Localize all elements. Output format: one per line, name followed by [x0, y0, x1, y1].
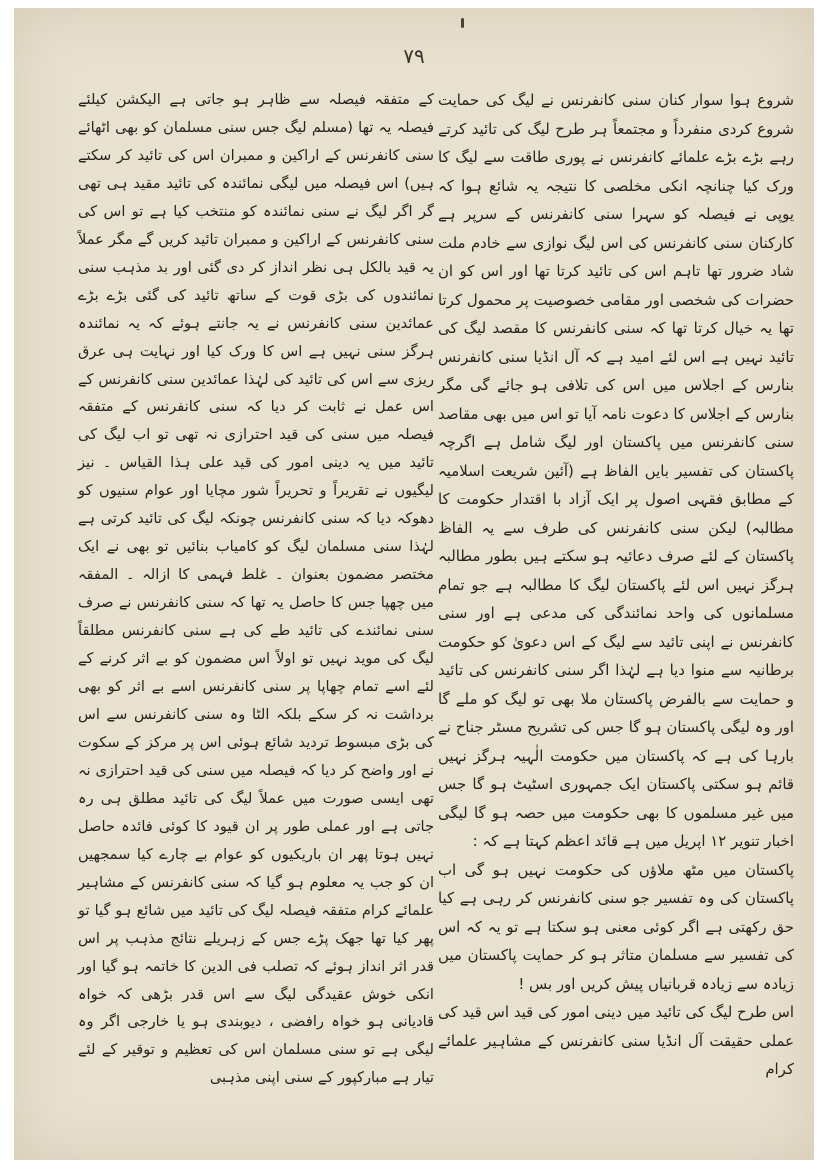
ink-mark — [461, 18, 464, 28]
paragraph: کے متفقہ فیصلہ سے ظاہر ہو جاتی ہے الیکشن کیلئے فیصلہ یہ تھا (مسلم لیگ جس سنی مسلمان کو بھی اٹھائے سنی کانفرنس کے اراکین و ممبران اس کی تائید کر سکتے ہیں) اس فیصلہ میں لیگی نمائندہ کی تائید مقید ہی تھی گر اگر لیگ نے سنی نمائندہ کو منتخب کیا ہے تو اس کی سنی کانفرنس کے اراکین و ممبران تائید کریں گے مگر عملاً یہ قید بالکل ہی نظر انداز کر دی گئی اور بد مذہب سنی نمائندوں کی بڑی قوت کے ساتھ تائید کی گئی بڑے بڑے عمائدین سنی کانفرنس نے یہ جانتے ہوئے کہ یہ نمائندہ ہرگز سنی نہیں ہے اس کا ورک کیا اور نہایت ہی عرق ریزی سے اس کی تائید کی لہٰذا عمائدین سنی کانفرنس کے اس عمل نے ثابت کر دیا کہ سنی کانفرنس کے متفقہ فیصلہ میں سنی کی قید احترازی نہ تھی تو اب لیگ کی تائید میں یہ دینی امور کی قید علی ہذا القیاس ۔ نیز لیگیوں نے تقریراً و تحریراً شور مچایا اور عوام سنیوں کو دھوکہ دیا کہ سنی کانفرنس چونکہ لیگ کی تائید کرتی ہے لہٰذا سنی مسلمان لیگ کو کامیاب بنائیں تو بھی نے ایک مختصر مضمون بعنوان ۔ غلط فہمی کا ازالہ ۔ المفقہ میں چھپا جس کا حاصل یہ تھا کہ سنی کانفرنس نے صرف سنی نمائندے کی تائید طے کی ہے سنی کانفرنس مطلقاً لیگ کی موید نہیں تو اولاً اس مضمون کو بے اثر کرنے کے لئے اسے تمام چھاپا پر سنی کانفرنس اسے بے اثر کو بھی برداشت نہ کر سکے بلکہ الٹا وہ سنی کانفرنس سے اس کی بڑی مبسوط تردید شائع ہوئی اس پر مرکز کے سکوت نے اور واضح کر دیا کہ فیصلہ میں سنی کی قید احترازی نہ تھی ایسی صورت میں عملاً لیگ کی تائید مطلق ہی رہ جاتی ہے اور عملی طور پر ان قیود کا کوئی فائدہ حاصل نہیں ہوتا پھر ان باریکیوں کو عوام بے چارے کیا سمجھیں ان کو جب یہ معلوم ہو گیا کہ سنی کانفرنس کے مشاہیر علمائے کرام متفقہ فیصلہ لیگ کی تائید میں شائع ہو گیا تو پھر کیا تھا جھک پڑے جس کے زہریلے نتائج مذہب پر اس قدر اثر انداز ہوئے کہ تصلب فی الدین کا خاتمہ ہو گیا اور انکی خوش عقیدگی لیگ سے اس قدر بڑھی کہ خواہ قادیانی ہو خواہ رافضی ، دیوبندی ہو یا خارجی اگر وہ لیگی ہے تو سنی مسلمان اس کی تعظیم و توقیر کے لئے تیار ہے مبارکپور کے سنی اپنی مذہبی — [78, 91, 434, 1087]
left-text-column — [78, 86, 434, 1092]
paragraph: شروع ہوا سوار کنان سنی کانفرنس نے لیگ کی حمایت شروع کردی منفرداً و مجتمعاً ہر طرح لیگ کی تائید کرتے رہے بڑے بڑے علمائے کانفرنس نے پوری طاقت سے لیگ کا ورک کیا چنانچہ انکی مخلصی کا نتیجہ یہ شائع ہوا کہ یوپی نے فیصلہ کو سہرا سنی کانفرنس کے سرپر ہے کارکنان سنی کانفرنس کی اس لیگ نوازی سے خادم ملت شاد ضرور تھا تاہم اس کی تائید کرتا تھا اور اس کو ان حضرات کی شخصی اور مقامی خصوصیت پر محمول کرتا تھا یہ خیال کرتا تھا کہ سنی کانفرنس کا مقصد لیگ کی تائید نہیں ہے اس لئے امید ہے کہ آل انڈیا سنی کانفرنس بنارس کے اجلاس میں اس کی تلافی ہو جائے گی مگر بنارس کے اجلاس کا دعوت نامہ آیا تو اس میں بھی مقاصد سنی کانفرنس میں پاکستان اور لیگ شامل ہے اگرچہ پاکستان کی تفسیر بایں الفاظ ہے (آئین شریعت اسلامیہ کے مطابق فقہی اصول پر ایک آزاد با اقتدار حکومت کا مطالبہ) لیکن سنی کانفرنس کی طرف سے یہ الفاظ پاکستان کے لئے صرف دعائیہ ہو سکتے ہیں بطور مطالبہ ہرگز نہیں اس لئے پاکستان لیگ کا مطالبہ ہے جو تمام مسلمانوں کی واحد نمائندگی کی مدعی ہے اور سنی کانفرنس نے اپنی تائید سے لیگ کے اس دعویٰ کو حکومت برطانیہ سے منوا دیا ہے لہٰذا اگر سنی کانفرنس کی تائید و حمایت سے بالفرض پاکستان ملا بھی تو لیگ کو ملے گا اور وہ لیگی پاکستان ہو گا جس کی تشریح مسٹر جناح نے بارہا کی ہے کہ پاکستان میں حکومت الٰہیہ ہرگز نہیں قائم ہو سکتی پاکستان ایک جمہوری اسٹیٹ ہو گا جس میں غیر مسلموں کا بھی حکومت میں حصہ ہو گا لیگی اخبار تنویر ۱۲ اپریل میں ہے قائد اعظم کہتا ہے کہ : — [438, 91, 794, 850]
paragraph: اس طرح لیگ کی تائید میں دینی امور کی قید اس قید کی عملی حقیقت آل انڈیا سنی کانفرنس کے مشاہیر علمائے کرام — [438, 1003, 794, 1078]
paragraph: پاکستان میں مٹھ ملاؤں کی حکومت نہیں ہو گی اب پاکستان کی وہ تفسیر جو سنی کانفرنس کر رہی ہے کیا حق رکھتی ہے اگر کوئی معنی ہو سکتا ہے تو یہ کہ اس کی تفسیر سے مسلمان متاثر ہو کر حمایت پاکستان میں زیادہ سے زیادہ قربانیاں پیش کریں اور بس ! — [438, 860, 794, 993]
scanned-page — [14, 8, 814, 1160]
page-number: ۷۹ — [403, 44, 425, 68]
right-text-column — [438, 86, 794, 1084]
